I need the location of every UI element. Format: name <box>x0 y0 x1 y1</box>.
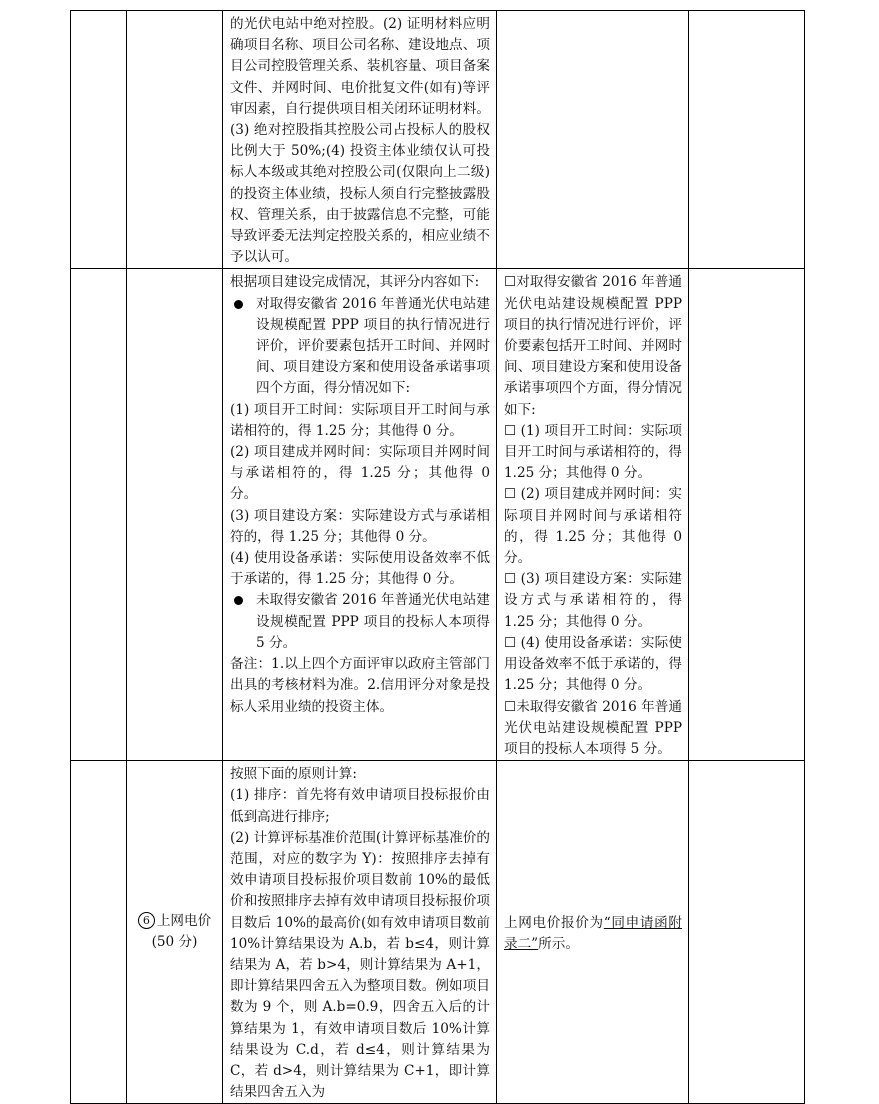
checkbox-item: ☐ (1) 项目开工时间：实际项目开工时间与承诺相符的，得 1.25 分；其他得 0 分。 <box>504 422 682 482</box>
criteria-item: (2) 计算评标基准价范围(计算评标基准价的范围，对应的数字为 Y)：按照排序去掉有效申请项目投标报价项目数前 10%的最低价和按照排序去掉有效申请项目投标报价项目数后 10%的最高价(如有效申请项目数前 10%计算结果设为 A.b，若 b≤4，则计算结果为 A，若 b>4，则计算结果为 A+1，即计算结果四舍五入为整项目数。例如项目数为 9 个，则 A.b=0.9，四舍五入后的计算结果为 1，有效申请项目数后 10%计算结果设为 C.d，若 d≤4，则计算结果为 C，若 d>4，则计算结果为 C+1，即计算结果四舍五入为 <box>230 829 490 1101</box>
checkbox-item: ☐ (3) 项目建设方案：实际建设方式与承诺相符的，得 1.25 分；其他得 0 分。 <box>504 571 682 630</box>
criteria-item: (4) 使用设备承诺：实际使用设备效率不低于承诺的，得 1.25 分；其他得 0 分。 <box>230 550 490 588</box>
cell-empty <box>689 269 805 761</box>
criteria-item: (1) 排序：首先将有效申请项目投标报价由低到高进行排序; <box>230 787 490 825</box>
checkbox-item: ☐对取得安徽省 2016 年普通光伏电站建设规模配置 PPP 项目的执行情况进行评价，评价要素包括开工时间、并网时间、项目建设方案和使用设备承诺事项四个方面，得分情况如下: <box>504 274 682 418</box>
criteria-intro: 根据项目建设完成情况，其评分内容如下: <box>230 274 480 291</box>
criteria-item: (2) 项目建成并网时间：实际项目并网时间与承诺相符的，得 1.25 分；其他得 0 分。 <box>230 444 490 503</box>
table-row <box>71 269 805 761</box>
cell-empty <box>127 269 223 761</box>
criteria-cell <box>223 11 497 269</box>
bullet-text: 对取得安徽省 2016 年普通光伏电站建设规模配置 PPP 项目的执行情况进行评价，评价要素包括开工时间、并网时间、项目建设方案和使用设备承诺事项四个方面，得分情况如下: <box>256 295 490 397</box>
appendix-reference: “同申请函附录二” <box>504 914 682 952</box>
criteria-item: 按照下面的原则计算: <box>230 766 357 783</box>
cell-empty <box>127 11 223 269</box>
price-cell <box>497 761 689 1104</box>
circled-number: 6 <box>138 912 155 929</box>
cell-empty <box>497 11 689 269</box>
cell-empty <box>71 761 127 1104</box>
cell-empty <box>689 11 805 269</box>
cell-empty <box>689 761 805 1104</box>
criteria-cell <box>223 269 497 761</box>
bullet-item <box>230 590 490 654</box>
checkbox-item: ☐ (4) 使用设备承诺：实际使用设备效率不低于承诺的，得 1.25 分；其他得 0 分。 <box>504 634 682 694</box>
criteria-cell <box>223 761 497 1104</box>
criteria-item: (1) 项目开工时间：实际项目开工时间与承诺相符的，得 1.25 分；其他得 0 分。 <box>230 401 490 439</box>
table-row <box>71 11 805 269</box>
bullet-text: 未取得安徽省 2016 年普通光伏电站建设规模配置 PPP 项目的投标人本项得 5 分。 <box>256 592 490 651</box>
bullet-icon <box>234 300 243 309</box>
bullet-item <box>230 294 490 400</box>
bullet-icon <box>234 596 243 605</box>
table-row <box>71 761 805 1104</box>
criteria-item: (3) 项目建设方案：实际建设方式与承诺相符的，得 1.25 分；其他得 0 分。 <box>230 507 490 545</box>
checkbox-item: ☐未取得安徽省 2016 年普通光伏电站建设规模配置 PPP 项目的投标人本项得 5 分。 <box>504 698 682 757</box>
cell-empty <box>71 11 127 269</box>
item-label-cell <box>127 761 223 1104</box>
price-text <box>504 913 682 955</box>
item-label-text: 上网电价 <box>156 913 212 930</box>
checkbox-cell <box>497 269 689 761</box>
price-text-pre: 上网电价报价为 <box>504 914 604 931</box>
checkbox-item: ☐ (2) 项目建成并网时间：实际项目并网时间与承诺相符的，得 1.25 分；其他得 0 分。 <box>504 486 682 567</box>
item-score: (50 分) <box>151 934 198 951</box>
criteria-note: 备注：1.以上四个方面评审以政府主管部门出具的考核材料为准。2.信用评分对象是投标人采用业绩的投资主体。 <box>230 656 490 715</box>
criteria-text: 的光伏电站中绝对控股。(2) 证明材料应明确项目名称、项目公司名称、建设地点、项目公司控股管理关系、装机容量、项目备案文件、并网时间、电价批复文件(如有)等评审因素，自行提供项目相关闭环证明材料。(3) 绝对控股指其控股公司占投标人的股权比例大于 50%;(4) 投资主体业绩仅认可投标人本级或其绝对控股公司(仅限向上二级)的投资主体业绩，投标人须自行完整披露股权、管理关系，由于披露信息不完整，可能导致评委无法判定控股关系的，相应业绩不予以认可。 <box>230 16 490 266</box>
price-text-post: 所示。 <box>538 935 579 952</box>
scoring-table <box>70 10 805 1104</box>
cell-empty <box>71 269 127 761</box>
item-label <box>127 911 222 932</box>
